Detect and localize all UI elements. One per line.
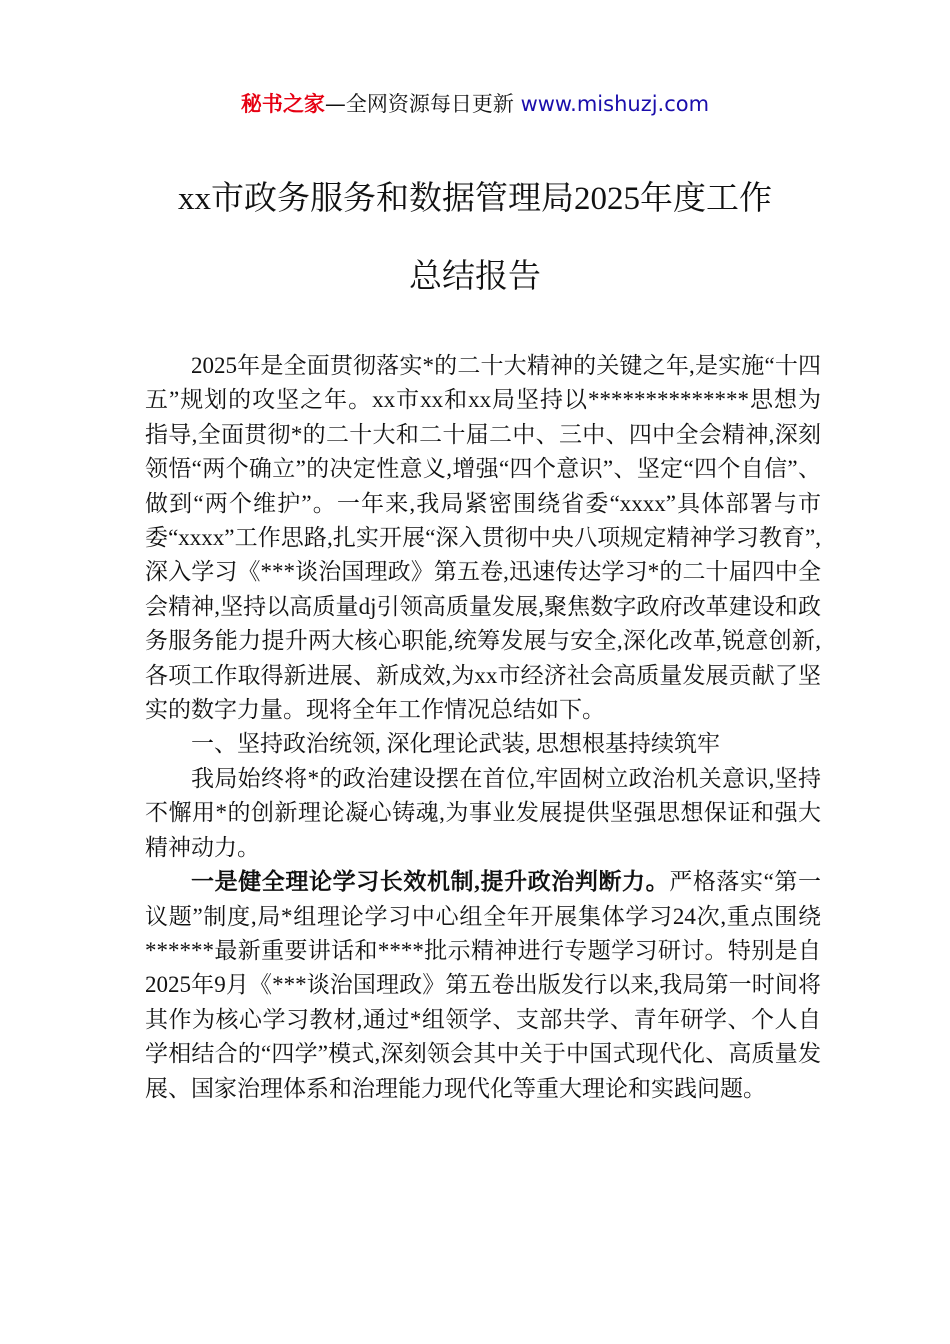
site-url-link[interactable]: www.mishuzj.com (520, 92, 710, 116)
section-heading-1: 一、坚持政治统领, 深化理论武装, 思想根基持续筑牢 (191, 731, 720, 757)
point-1-paragraph (145, 865, 821, 1106)
document-title (100, 160, 850, 316)
document-body (145, 349, 821, 1106)
point-1-lead: 一是健全理论学习长效机制,提升政治判断力。 (191, 869, 670, 895)
header-tagline: —全网资源每日更新 (324, 92, 521, 116)
site-header (0, 88, 950, 120)
intro-paragraph: 2025年是全面贯彻落实*的二十大精神的关键之年,是实施“十四五”规划的攻坚之年。xx市xx和xx局坚持以**************思想为指导,全面贯彻*的二十大和二十届二中、三中、四中全会精神,深刻领悟“两个确立”的决定性意义,增强“四个意识”、坚定“四个自信”、做到“两个维护”。一年来,我局紧密围绕省委“xxxx”具体部署与市委“xxxx”工作思路,扎实开展“深入贯彻中央八项规定精神学习教育”,深入学习《***谈治国理政》第五卷,迅速传达学习*的二十届四中全会精神,坚持以高质量dj引领高质量发展,聚焦数字政府改革建设和政务服务能力提升两大核心职能,统筹发展与安全,深化改革,锐意创新,各项工作取得新进展、新成效,为xx市经济社会高质量发展贡献了坚实的数字力量。现将全年工作情况总结如下。 (145, 353, 821, 723)
section-1-paragraph: 我局始终将*的政治建设摆在首位,牢固树立政治机关意识,坚持不懈用*的创新理论凝心铸魂,为事业发展提供坚强思想保证和强大精神动力。 (145, 765, 821, 860)
title-line-1: xx市政务服务和数据管理局2025年度工作 (178, 181, 772, 217)
brand-name: 秘书之家 (240, 92, 325, 116)
title-line-2: 总结报告 (409, 259, 541, 295)
point-1-text: 严格落实“第一议题”制度,局*组理论学习中心组全年开展集体学习24次,重点围绕******最新重要讲话和****批示精神进行专题学习研讨。特别是自2025年9月《***谈治国理政》第五卷出版发行以来,我局第一时间将其作为核心学习教材,通过*组领学、支部共学、青年研学、个人自学相结合的“四学”模式,深刻领会其中关于中国式现代化、高质量发展、国家治理体系和治理能力现代化等重大理论和实践问题。 (145, 869, 821, 1101)
